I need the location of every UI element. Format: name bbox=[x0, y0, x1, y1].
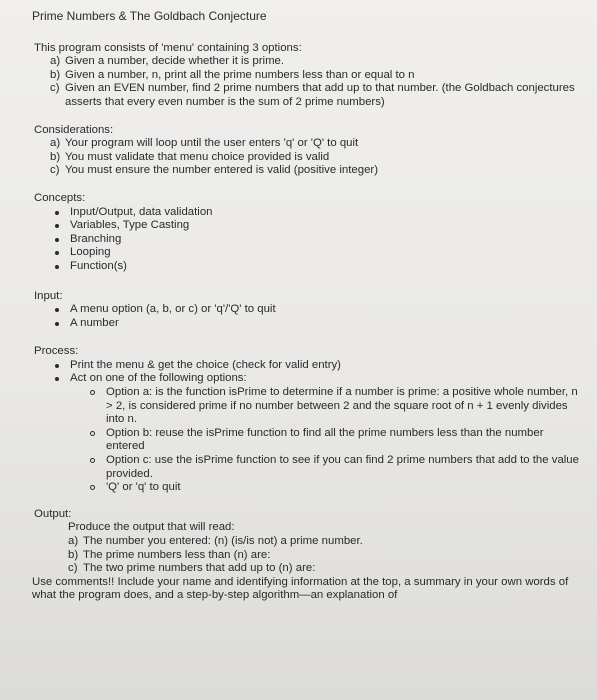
concepts-section bbox=[34, 192, 585, 274]
list-item bbox=[50, 55, 585, 69]
considerations-section bbox=[34, 124, 585, 178]
process-heading: Process: bbox=[34, 345, 79, 358]
considerations-list bbox=[50, 137, 585, 178]
process-options-list bbox=[88, 386, 585, 495]
item-text: Given a number, n, print all the prime numbers less than or equal to n bbox=[65, 68, 415, 81]
list-item bbox=[50, 82, 585, 109]
item-text: You must validate that menu choice provided is valid bbox=[65, 150, 330, 163]
item-text: Act on one of the following options: bbox=[70, 372, 247, 385]
list-item: 'Q' or 'q' to quit bbox=[88, 481, 585, 495]
item-marker: c) bbox=[68, 562, 78, 575]
list-item: A number bbox=[52, 317, 585, 331]
input-heading: Input: bbox=[34, 289, 63, 302]
list-item bbox=[50, 69, 585, 83]
item-text: The number you entered: (n) (is/is not) a prime number. bbox=[83, 535, 363, 547]
item-marker: b) bbox=[68, 548, 79, 561]
list-item: Option b: reuse the isPrime function to find all the prime numbers less than the number entered bbox=[88, 427, 585, 454]
item-marker: a) bbox=[50, 137, 61, 150]
comments-paragraph: Use comments!! Include your name and identifying information at the top, a summary in your own words of what the program does, and a step-by-step algorithm—an explanation of bbox=[32, 575, 569, 602]
item-marker: c) bbox=[50, 164, 60, 177]
item-text: You must ensure the number entered is valid (positive integer) bbox=[65, 164, 378, 177]
output-heading: Output: bbox=[34, 507, 72, 520]
item-text: Print the menu & get the choice (check for valid entry) bbox=[70, 358, 341, 371]
process-section bbox=[34, 345, 585, 495]
list-item bbox=[52, 372, 585, 494]
list-item bbox=[68, 562, 585, 576]
output-section bbox=[34, 508, 585, 576]
list-item bbox=[50, 164, 585, 178]
list-item: Option c: use the isPrime function to see if you can find 2 prime numbers that add to the value provided. bbox=[88, 454, 585, 481]
list-item: Option a: is the function isPrime to determine if a number is prime: a positive whole number, n > 2, is considered prime if no number between 2 and the square root of n + 1 evenly divides into n. bbox=[88, 386, 585, 427]
output-list bbox=[68, 535, 585, 576]
input-list bbox=[52, 303, 585, 330]
considerations-heading: Considerations: bbox=[34, 123, 114, 136]
item-text: Given an EVEN number, find 2 prime numbers that add up to that number. (the Goldbach conjectures asserts that every even number is the sum of 2 prime numbers) bbox=[65, 82, 575, 108]
item-text: The two prime numbers that add up to (n) are: bbox=[83, 562, 316, 575]
list-item bbox=[52, 359, 585, 373]
list-item: Looping bbox=[52, 246, 585, 260]
list-item bbox=[50, 151, 585, 165]
list-item bbox=[50, 137, 585, 151]
list-item: Branching bbox=[52, 233, 585, 247]
process-list bbox=[52, 359, 585, 495]
item-marker: b) bbox=[50, 150, 61, 163]
item-marker: a) bbox=[50, 55, 61, 68]
concepts-heading: Concepts: bbox=[34, 191, 86, 204]
item-text: The prime numbers less than (n) are: bbox=[83, 548, 271, 561]
document-title: Prime Numbers & The Goldbach Conjecture bbox=[32, 9, 267, 23]
output-body bbox=[68, 521, 585, 575]
intro-heading: This program consists of 'menu' containing 3 options: bbox=[34, 41, 302, 54]
concepts-list bbox=[52, 206, 585, 274]
list-item: Function(s) bbox=[52, 260, 585, 274]
intro-section bbox=[34, 42, 585, 110]
item-marker: b) bbox=[50, 68, 61, 81]
list-item: Variables, Type Casting bbox=[52, 219, 585, 233]
item-marker: c) bbox=[50, 82, 60, 95]
item-text: Given a number, decide whether it is prime. bbox=[65, 55, 285, 68]
list-item bbox=[68, 535, 585, 549]
menu-options-list bbox=[50, 55, 585, 109]
list-item: A menu option (a, b, or c) or 'q'/'Q' to quit bbox=[52, 303, 585, 317]
item-marker: a) bbox=[68, 535, 79, 547]
list-item bbox=[68, 549, 585, 563]
list-item: Input/Output, data validation bbox=[52, 206, 585, 220]
item-text: Your program will loop until the user enters 'q' or 'Q' to quit bbox=[65, 137, 359, 150]
output-intro: Produce the output that will read: bbox=[68, 521, 235, 534]
input-section bbox=[34, 290, 585, 331]
